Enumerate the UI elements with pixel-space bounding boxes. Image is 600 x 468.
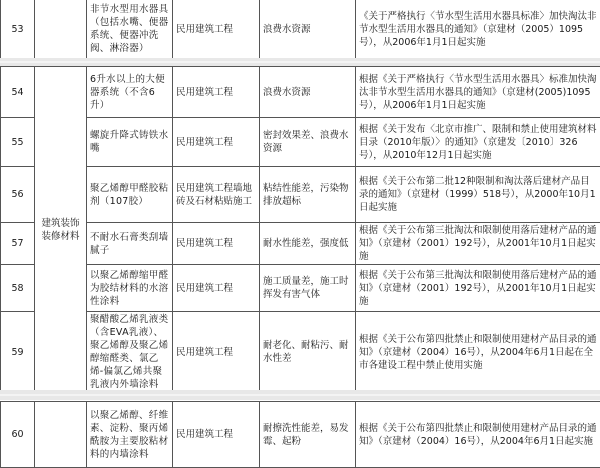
page-break-edge — [0, 394, 600, 396]
table-fragment-bottom — [0, 401, 600, 468]
row-number: 55 — [1, 118, 35, 167]
table-row — [1, 312, 600, 393]
table-row — [1, 167, 600, 223]
material-name: 聚乙烯醇甲醛胶粘剂（107胶） — [87, 167, 173, 223]
table-row — [1, 118, 600, 167]
basis-cell: 《关于严格执行〈节水型生活用水器具标准〉加快淘汰非节水型生活用水器具的通知》（京建材（2005）1095号），从2006年1月1日起实施 — [356, 0, 600, 59]
row-number: 53 — [1, 0, 35, 59]
row-number: 60 — [1, 402, 35, 468]
basis-cell: 根据《关于严格执行〈节水型生活用水器具〉标准加快淘汰非节水型生活用水器具的通知》（京建材(2005)1095号），从2006年1月1日起实施 — [356, 67, 600, 118]
reason-cell: 密封效果差、浪费水资源 — [260, 118, 356, 167]
material-name: 聚醋酸乙烯乳液类（含EVA乳液）、聚乙烯醇及聚乙烯醇缩醛类、氯乙烯-偏氯乙烯共聚乳液内外墙涂料 — [87, 312, 173, 393]
row-number: 56 — [1, 167, 35, 223]
scope-cell: 民用建筑工程 — [173, 118, 260, 167]
table-row — [1, 265, 600, 312]
material-name: 螺旋升降式铸铁水嘴 — [87, 118, 173, 167]
table-row — [1, 67, 600, 118]
scope-cell: 民用建筑工程 — [173, 0, 260, 59]
table-row — [1, 0, 600, 59]
reason-cell: 浪费水资源 — [260, 0, 356, 59]
scope-cell: 民用建筑工程 — [173, 312, 260, 393]
reason-cell: 浪费水资源 — [260, 67, 356, 118]
table-row — [1, 402, 600, 468]
row-number: 59 — [1, 312, 35, 393]
basis-cell: 根据《关于公布第二批12种限制和淘汰落后建材产品目录的通知》（京建材（1999）518号），从2000年10月1日起实施 — [356, 167, 600, 223]
scope-cell: 民用建筑工程 — [173, 223, 260, 265]
basis-cell: 根据《关于公布第四批禁止和限制使用建材产品目录的通知》（京建材（2004）16号），从2004年6月1日起在全市各建设工程中禁止使用实施 — [356, 312, 600, 393]
row-number: 57 — [1, 223, 35, 265]
category-cell — [35, 0, 87, 59]
basis-cell: 根据《关于发布〈北京市推广、限制和禁止使用建筑材料目录（2010年版）〉的通知》（京建发〔2010〕326号），从2010年12月1日起实施 — [356, 118, 600, 167]
material-name: 6升水以上的大便器系统（不含6升） — [87, 67, 173, 118]
reason-cell: 粘结性能差，污染物排放超标 — [260, 167, 356, 223]
material-name: 以聚乙烯醇缩甲醛为胶结材料的水溶性涂料 — [87, 265, 173, 312]
table-row — [1, 223, 600, 265]
basis-cell: 根据《关于公布第三批淘汰和限制使用落后建材产品的通知》（京建材（2001）192号），从2001年10月1日起实施 — [356, 265, 600, 312]
page-break-edge — [0, 61, 600, 63]
category-cell: 建筑装饰装修材料 — [35, 67, 87, 393]
basis-cell: 根据《关于公布第三批淘汰和限制使用落后建材产品的通知》（京建材（2001）192号），从2001年10月1日起实施 — [356, 223, 600, 265]
row-number: 58 — [1, 265, 35, 312]
material-name: 不耐水石膏类刮墙腻子 — [87, 223, 173, 265]
scope-cell: 民用建筑工程 — [173, 265, 260, 312]
scope-cell: 民用建筑工程墙地砖及石材粘贴施工 — [173, 167, 260, 223]
reason-cell: 施工质量差，施工时挥发有害气体 — [260, 265, 356, 312]
table-fragment-middle — [0, 66, 600, 393]
reason-cell: 耐水性能差，强度低 — [260, 223, 356, 265]
basis-cell: 根据《关于公布第四批禁止和限制使用建材产品目录的通知》（京建材（2004）16号），从2004年6月1日起实施 — [356, 402, 600, 468]
row-number: 54 — [1, 67, 35, 118]
category-cell — [35, 402, 87, 468]
material-name: 非节水型用水器具（包括水嘴、便器系统、便器冲洗阀、淋浴器） — [87, 0, 173, 59]
reason-cell: 耐擦洗性能差，易发霉、起粉 — [260, 402, 356, 468]
material-name: 以聚乙烯醇、纤维素、淀粉、聚丙烯酰胺为主要胶粘材料的内墙涂料 — [87, 402, 173, 468]
scope-cell: 民用建筑工程 — [173, 402, 260, 468]
table-fragment-top — [0, 0, 600, 59]
reason-cell: 耐老化、耐粘污、耐水性差 — [260, 312, 356, 393]
scope-cell: 民用建筑工程 — [173, 67, 260, 118]
